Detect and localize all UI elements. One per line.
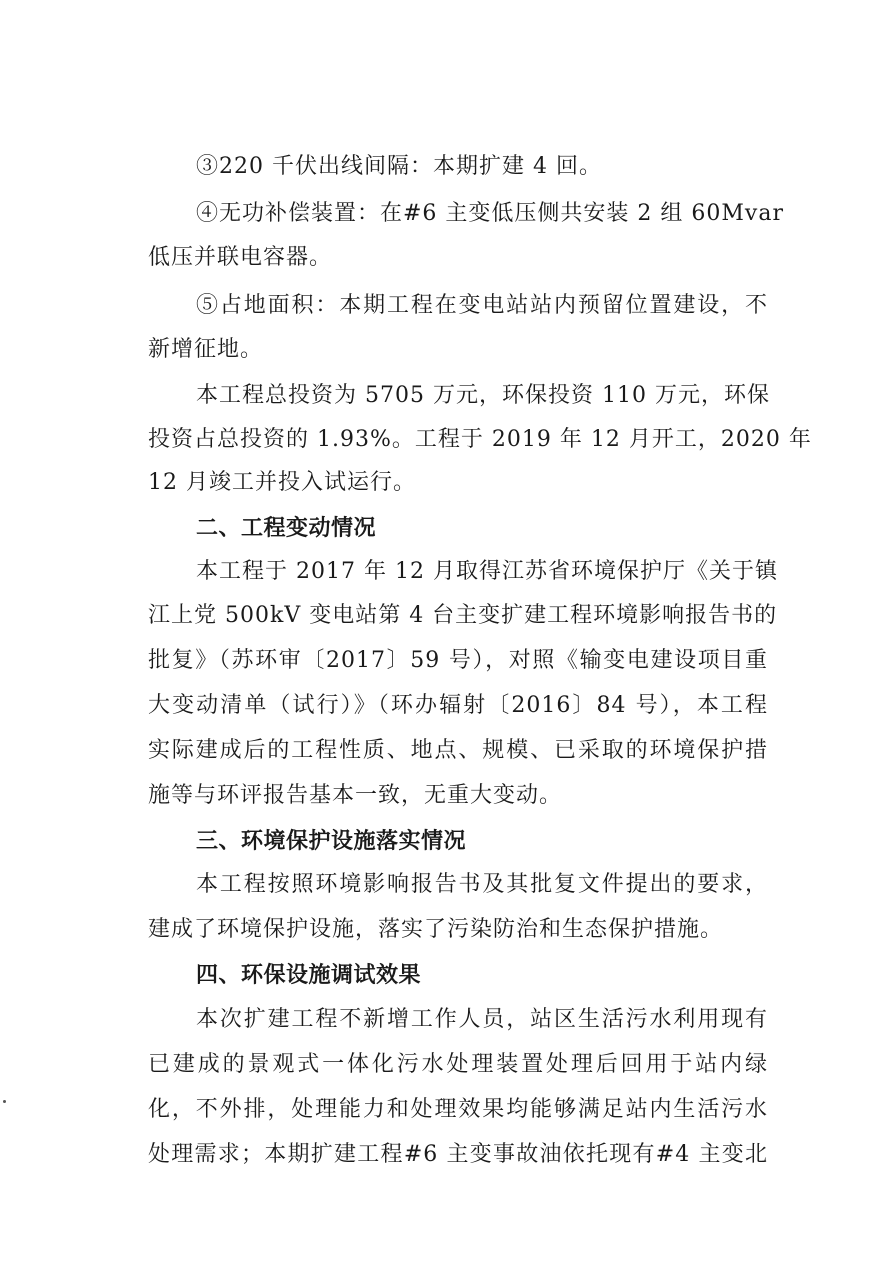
item-5-land-area: ⑤占地面积：本期工程在变电站站内预留位置建设，不 (196, 293, 768, 318)
facilities-paragraph-line-1: 本工程按照环境影响报告书及其批复文件提出的要求， (196, 872, 768, 897)
commissioning-paragraph-line-1: 本次扩建工程不新增工作人员，站区生活污水利用现有 (196, 1007, 768, 1032)
section-heading-2: 二、工程变动情况 (196, 515, 377, 541)
facilities-paragraph-line-2: 建成了环境保护设施，落实了污染防治和生态保护措施。 (148, 917, 724, 942)
item-3-outgoing-bays: ③220 千伏出线间隔：本期扩建 4 回。 (196, 154, 602, 179)
changes-paragraph-line-3: 批复》（苏环审〔2017〕59 号），对照《输变电建设项目重 (148, 648, 768, 673)
item-5-continuation: 新增征地。 (148, 337, 264, 362)
investment-paragraph-line-3: 12 月竣工并投入试运行。 (148, 470, 416, 495)
investment-paragraph-line-1: 本工程总投资为 5705 万元，环保投资 110 万元，环保 (196, 383, 770, 408)
commissioning-paragraph-line-4: 处理需求；本期扩建工程#6 主变事故油依托现有#4 主变北 (148, 1142, 768, 1167)
changes-paragraph-line-5: 实际建成后的工程性质、地点、规模、已采取的环境保护措 (148, 738, 768, 763)
item-4-reactive-compensation: ④无功补偿装置：在#6 主变低压侧共安装 2 组 60Mvar (196, 201, 784, 226)
changes-paragraph-line-6: 施等与环评报告基本一致，无重大变动。 (148, 783, 563, 808)
section-heading-4: 四、环保设施调试效果 (196, 962, 422, 988)
section-heading-3: 三、环境保护设施落实情况 (196, 828, 467, 854)
changes-paragraph-line-1: 本工程于 2017 年 12 月取得江苏省环境保护厅《关于镇 (196, 559, 778, 584)
changes-paragraph-line-2: 江上党 500kV 变电站第 4 台主变扩建工程环境影响报告书的 (148, 603, 778, 628)
item-4-continuation: 低压并联电容器。 (148, 245, 333, 270)
scan-speck (3, 1100, 6, 1103)
commissioning-paragraph-line-2: 已建成的景观式一体化污水处理装置处理后回用于站内绿 (148, 1052, 768, 1077)
changes-paragraph-line-4: 大变动清单（试行）》（环办辐射〔2016〕84 号），本工程 (148, 693, 768, 718)
commissioning-paragraph-line-3: 化，不外排，处理能力和处理效果均能够满足站内生活污水 (148, 1097, 768, 1122)
investment-paragraph-line-2: 投资占总投资的 1.93%。工程于 2019 年 12 月开工，2020 年 (148, 427, 812, 452)
